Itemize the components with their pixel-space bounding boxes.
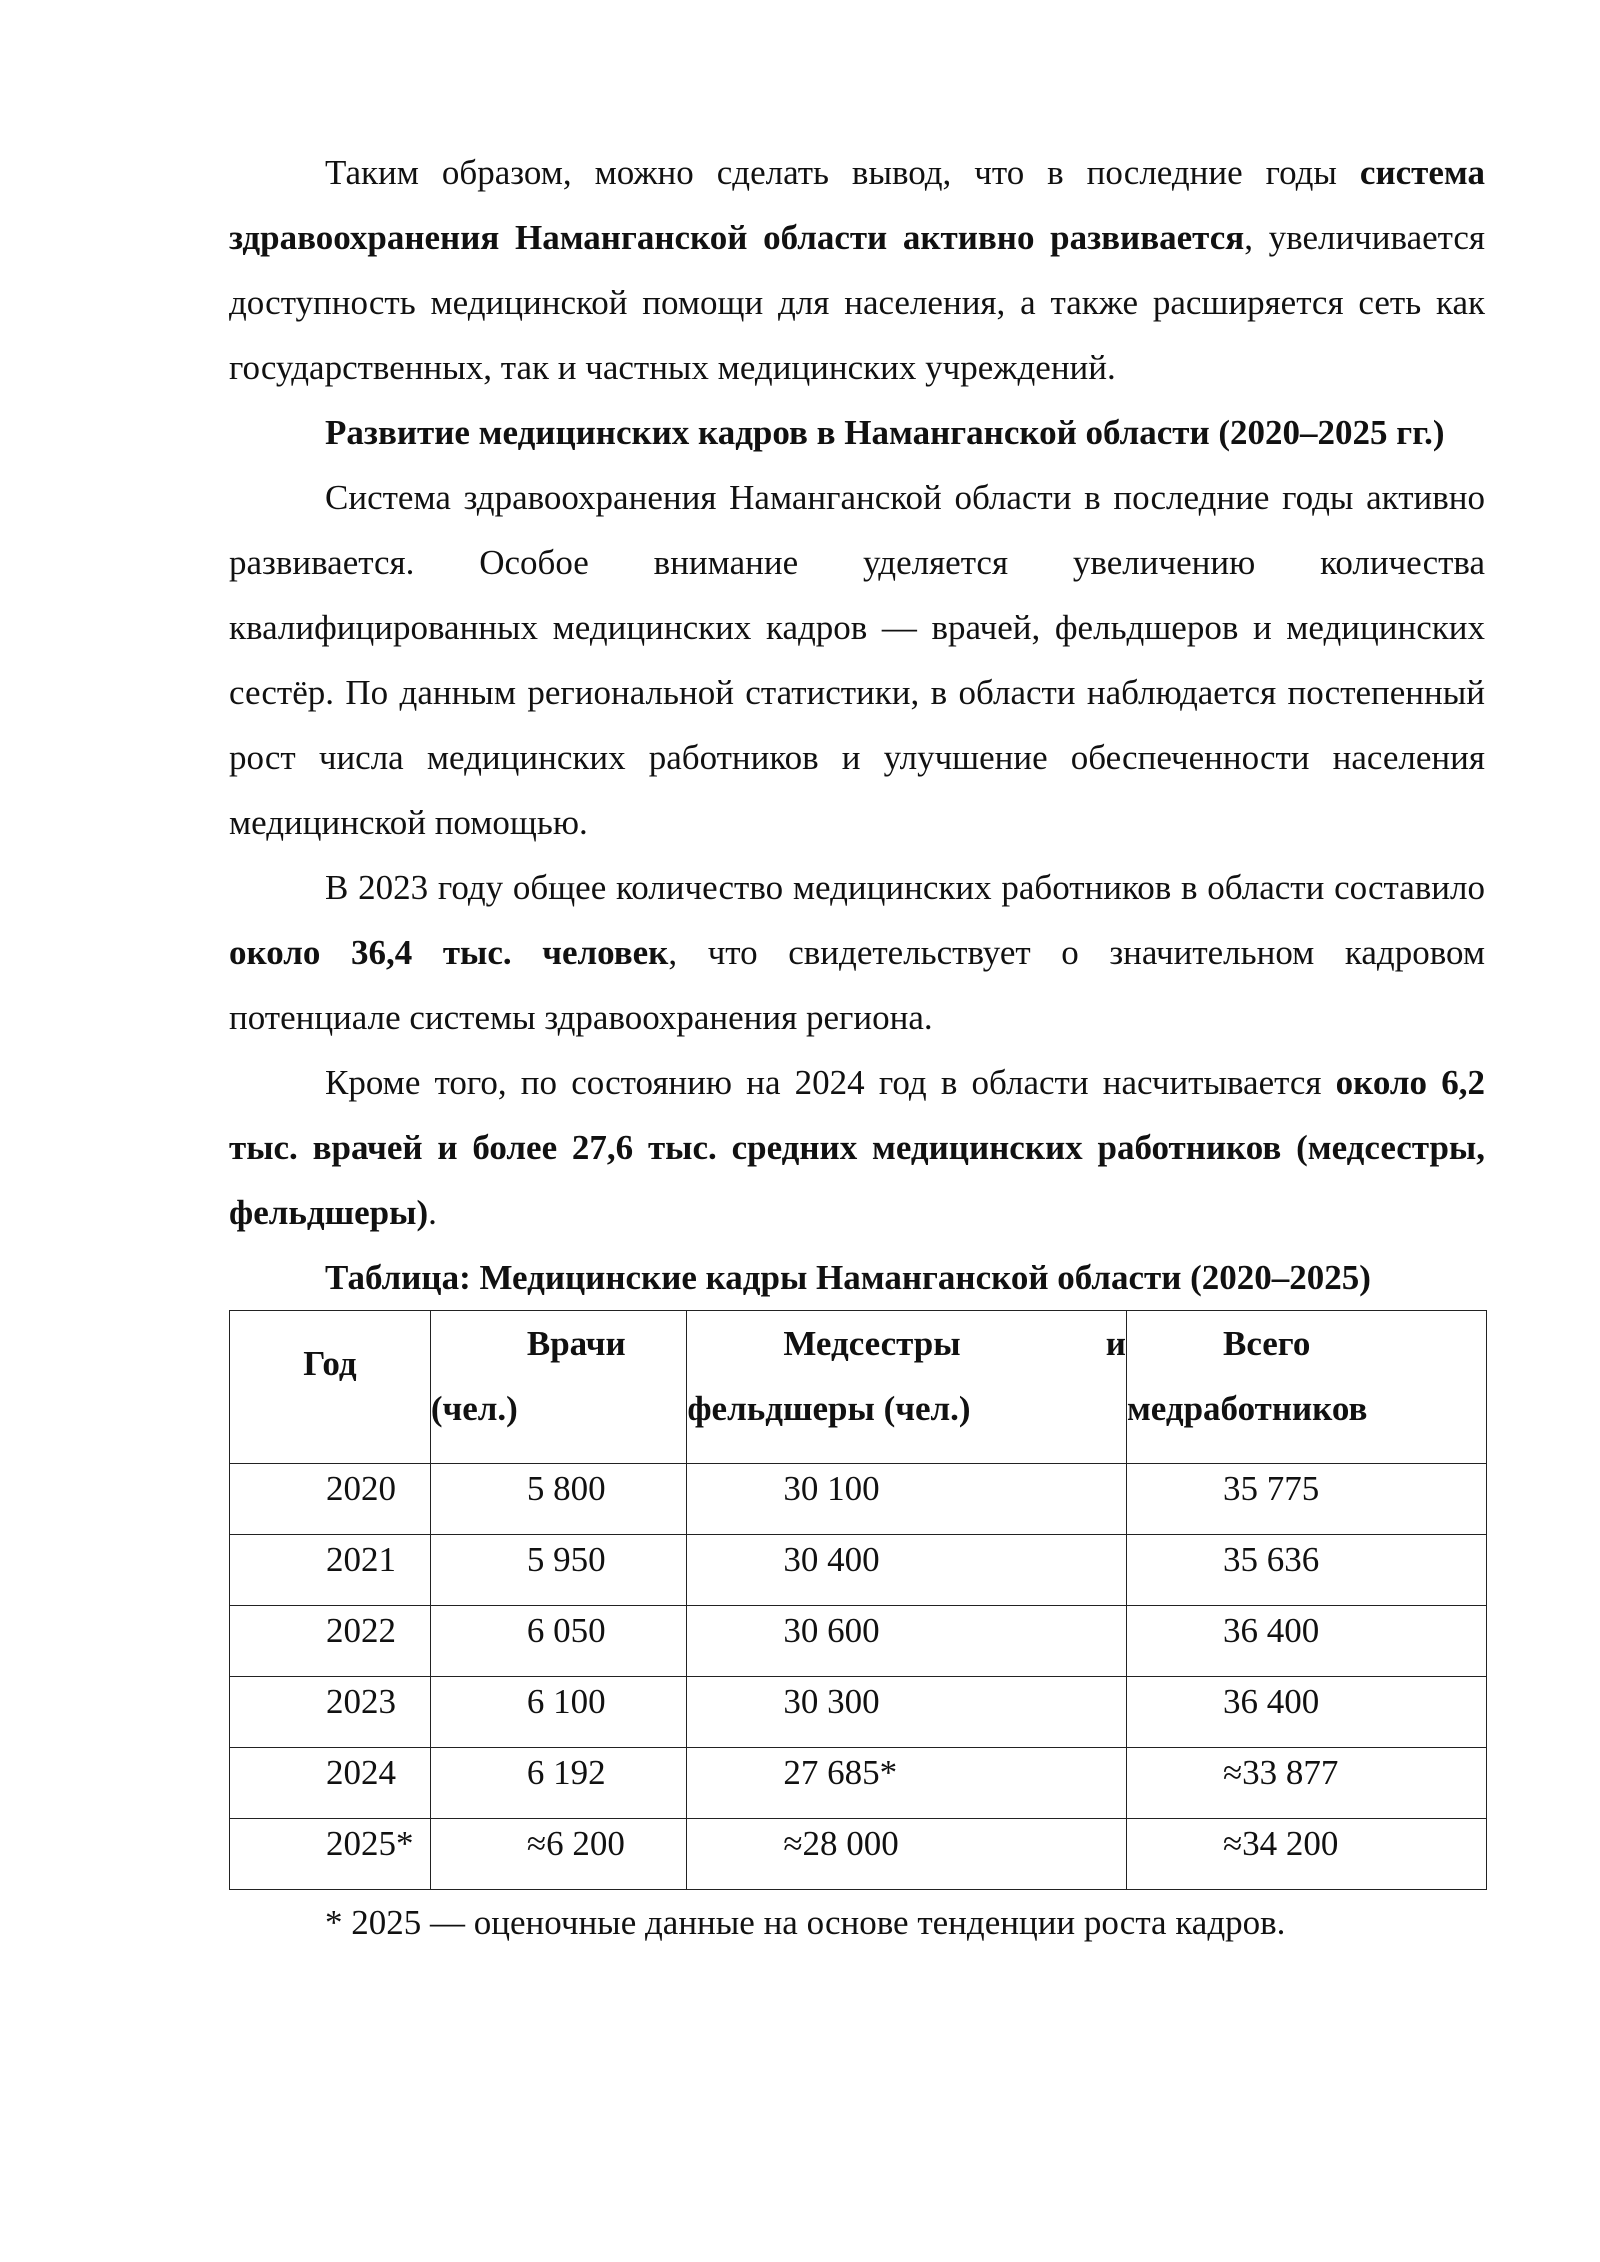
cell-total: 36 400 — [1126, 1606, 1486, 1677]
header-doctors — [430, 1311, 686, 1464]
paragraph-2024-bold: около 6,2 тыс. врачей и более 27,6 тыс. средних медицинских работников (медсестры, фельдшеры) — [229, 1063, 1485, 1232]
paragraph-conclusion — [229, 140, 1485, 400]
paragraph-2024-text-1: Кроме того, по состоянию на 2024 год в области насчитывается — [325, 1063, 1336, 1102]
paragraph-2023-text-2: , что свидетельствует о значительном кадровом потенциале системы здравоохранения региона. — [229, 933, 1486, 1037]
table-row — [230, 1464, 1487, 1535]
staff-table — [229, 1310, 1487, 1890]
cell-total: 35 775 — [1126, 1464, 1486, 1535]
header-doctors-line2: (чел.) — [430, 1389, 518, 1428]
paragraph-development: Система здравоохранения Наманганской области в последние годы активно развивается. Особое внимание уделяется увеличению количества квалифицированных медицинских кадров — врачей, фельдшеров и медицинских сестёр. По данным региональной статистики, в области наблюдается постепенный рост числа медицинских работников и улучшение обеспеченности населения медицинской помощью. — [229, 478, 1485, 842]
table-row — [230, 1606, 1487, 1677]
cell-nurses: 30 100 — [687, 1464, 1127, 1535]
cell-year: 2025* — [230, 1819, 431, 1890]
cell-nurses: 30 600 — [687, 1606, 1127, 1677]
cell-total: 36 400 — [1126, 1677, 1486, 1748]
cell-doctors: 6 050 — [430, 1606, 686, 1677]
cell-doctors: 6 100 — [430, 1677, 686, 1748]
table-row — [230, 1819, 1487, 1890]
cell-nurses: 27 685* — [687, 1748, 1127, 1819]
paragraph-2024 — [229, 1050, 1485, 1245]
cell-doctors: 5 950 — [430, 1535, 686, 1606]
cell-total: 35 636 — [1126, 1535, 1486, 1606]
header-year-label: Год — [303, 1344, 357, 1383]
paragraph-2023-text-1: В 2023 году общее количество медицинских работников в области составило — [325, 868, 1485, 907]
paragraph-conclusion-text-2: , увеличивается доступность медицинской помощи для населения, а также расширяется сеть как государственных, так и частных медицинских учреждений. — [229, 218, 1486, 387]
table-footnote: * 2025 — оценочные данные на основе тенденции роста кадров. — [325, 1903, 1286, 1942]
table-row — [230, 1677, 1487, 1748]
document-page — [229, 140, 1485, 1948]
cell-year: 2024 — [230, 1748, 431, 1819]
section-heading: Развитие медицинских кадров в Наманганской области (2020–2025 гг.) — [325, 413, 1445, 452]
cell-year: 2020 — [230, 1464, 431, 1535]
header-doctors-line1: Врачи — [526, 1324, 626, 1363]
paragraph-2024-text-2: . — [428, 1193, 437, 1232]
cell-nurses: 30 300 — [687, 1677, 1127, 1748]
header-nurses-line2: фельдшеры (чел.) — [687, 1389, 971, 1428]
paragraph-2023-bold: около 36,4 тыс. человек — [229, 933, 669, 972]
table-row — [230, 1535, 1487, 1606]
paragraph-conclusion-bold: система здравоохранения Наманганской области активно развивается — [229, 153, 1485, 257]
cell-nurses: 30 400 — [687, 1535, 1127, 1606]
table-row — [230, 1748, 1487, 1819]
cell-doctors: 5 800 — [430, 1464, 686, 1535]
cell-total: ≈34 200 — [1126, 1819, 1486, 1890]
table-header-row — [230, 1311, 1487, 1464]
header-total-line2: медработников — [1126, 1389, 1368, 1428]
paragraph-2023 — [229, 855, 1485, 1050]
cell-doctors: 6 192 — [430, 1748, 686, 1819]
cell-year: 2021 — [230, 1535, 431, 1606]
header-year — [230, 1311, 431, 1464]
header-total — [1126, 1311, 1486, 1464]
table-title: Таблица: Медицинские кадры Наманганской области (2020–2025) — [325, 1258, 1371, 1297]
cell-doctors: ≈6 200 — [430, 1819, 686, 1890]
paragraph-conclusion-text-1: Таким образом, можно сделать вывод, что в последние годы — [325, 153, 1360, 192]
header-nurses — [687, 1311, 1127, 1464]
cell-nurses: ≈28 000 — [687, 1819, 1127, 1890]
header-total-line1: Всего — [1222, 1324, 1311, 1363]
header-nurses-line1: Медсестры и — [783, 1324, 1126, 1363]
cell-year: 2022 — [230, 1606, 431, 1677]
cell-total: ≈33 877 — [1126, 1748, 1486, 1819]
cell-year: 2023 — [230, 1677, 431, 1748]
